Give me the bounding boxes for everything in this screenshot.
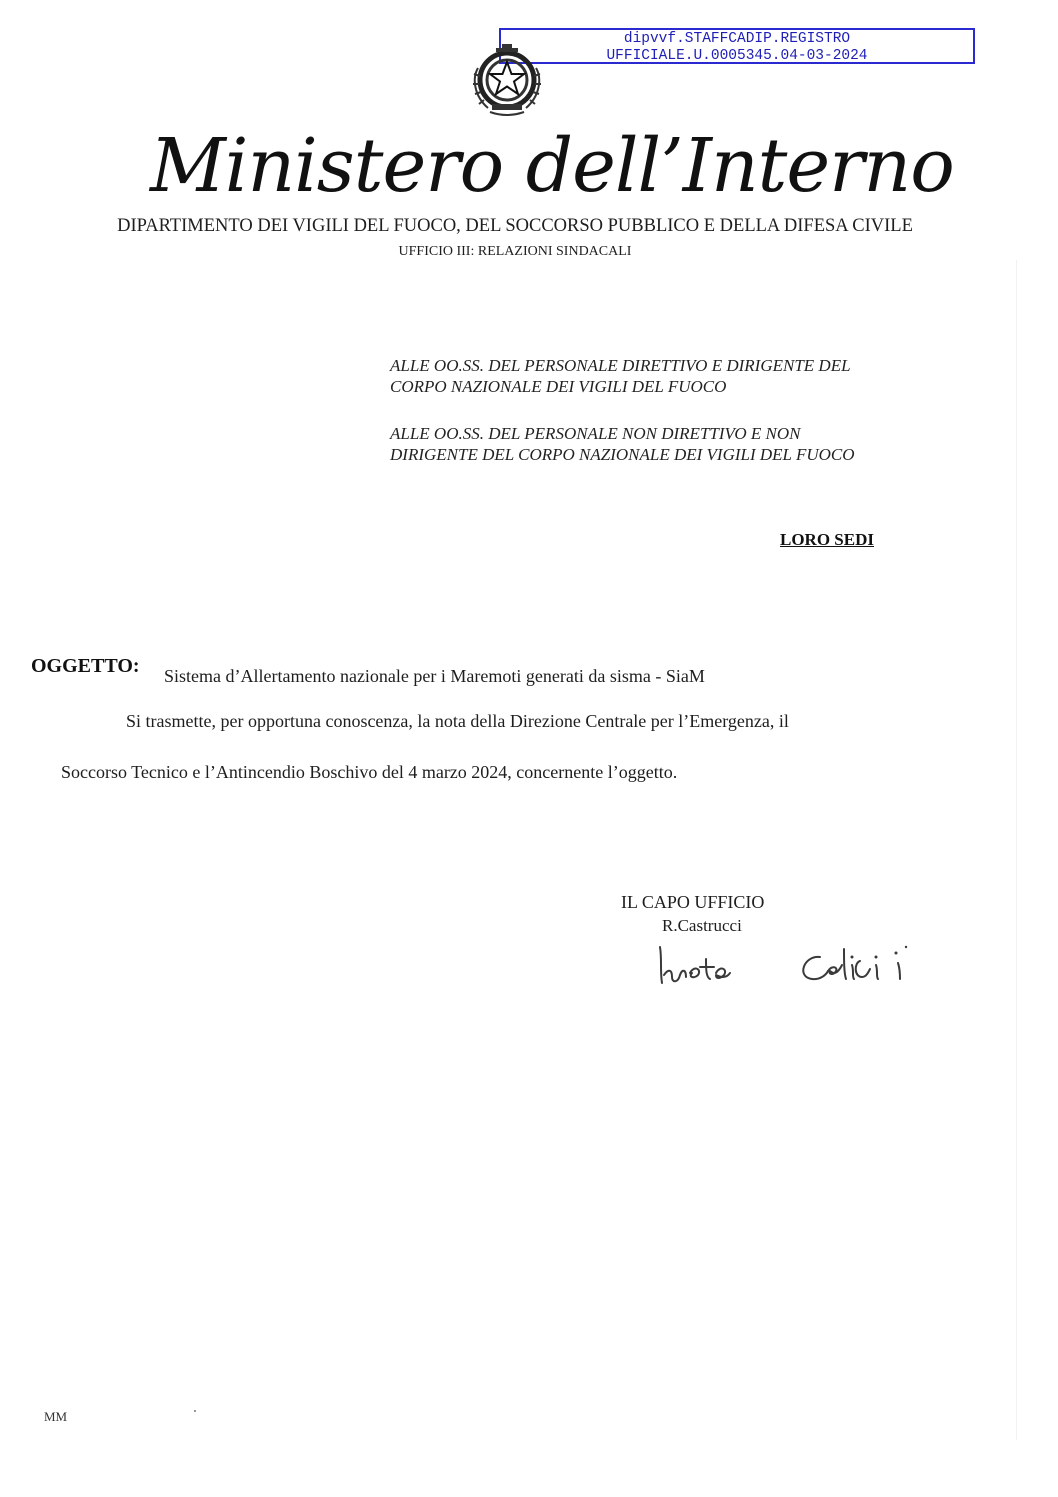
protocol-line-1: dipvvf.STAFFCADIP.REGISTRO xyxy=(623,31,851,47)
recipient-block-1 xyxy=(390,355,990,397)
body-line-2: Soccorso Tecnico e l’Antincendio Boschivo del 4 marzo 2024, concernente l’oggetto. xyxy=(61,762,678,782)
recipient-line: ALLE OO.SS. DEL PERSONALE DIRETTIVO E DIRIGENTE DEL xyxy=(390,356,851,375)
recipient-block-2 xyxy=(390,423,990,465)
author-initials: MM xyxy=(44,1409,68,1424)
recipient-line: DIRIGENTE DEL CORPO NAZIONALE DEI VIGILI DEL FUOCO xyxy=(390,445,855,464)
handwritten-signature-icon xyxy=(648,935,948,995)
signatory-name: R.Castrucci xyxy=(662,916,742,935)
department-name: DIPARTIMENTO DEI VIGILI DEL FUOCO, DEL SOCCORSO PUBBLICO E DELLA DIFESA CIVILE xyxy=(117,216,913,236)
protocol-line-2: UFFICIALE.U.0005345.04-03-2024 xyxy=(606,48,868,64)
scan-dot xyxy=(194,1410,196,1412)
office-name: UFFICIO III: RELAZIONI SINDACALI xyxy=(398,244,632,259)
recipient-line: ALLE OO.SS. DEL PERSONALE NON DIRETTIVO E NON xyxy=(390,424,801,443)
body-line-1: Si trasmette, per opportuna conoscenza, la nota della Direzione Centrale per l’Emergenza, il xyxy=(126,711,789,731)
ministry-title: Ministero dell’Interno xyxy=(150,123,954,209)
scan-margin-line xyxy=(1016,260,1017,1440)
recipient-line: CORPO NAZIONALE DEI VIGILI DEL FUOCO xyxy=(390,377,727,396)
subject-text: Sistema d’Allertamento nazionale per i Maremoti generati da sisma - SiaM xyxy=(164,666,705,686)
loro-sedi: LORO SEDI xyxy=(780,530,874,549)
signatory-title: IL CAPO UFFICIO xyxy=(621,892,765,912)
protocol-stamp xyxy=(499,28,975,64)
subject-label: OGGETTO: xyxy=(31,655,140,677)
italian-republic-emblem-icon xyxy=(466,38,548,120)
